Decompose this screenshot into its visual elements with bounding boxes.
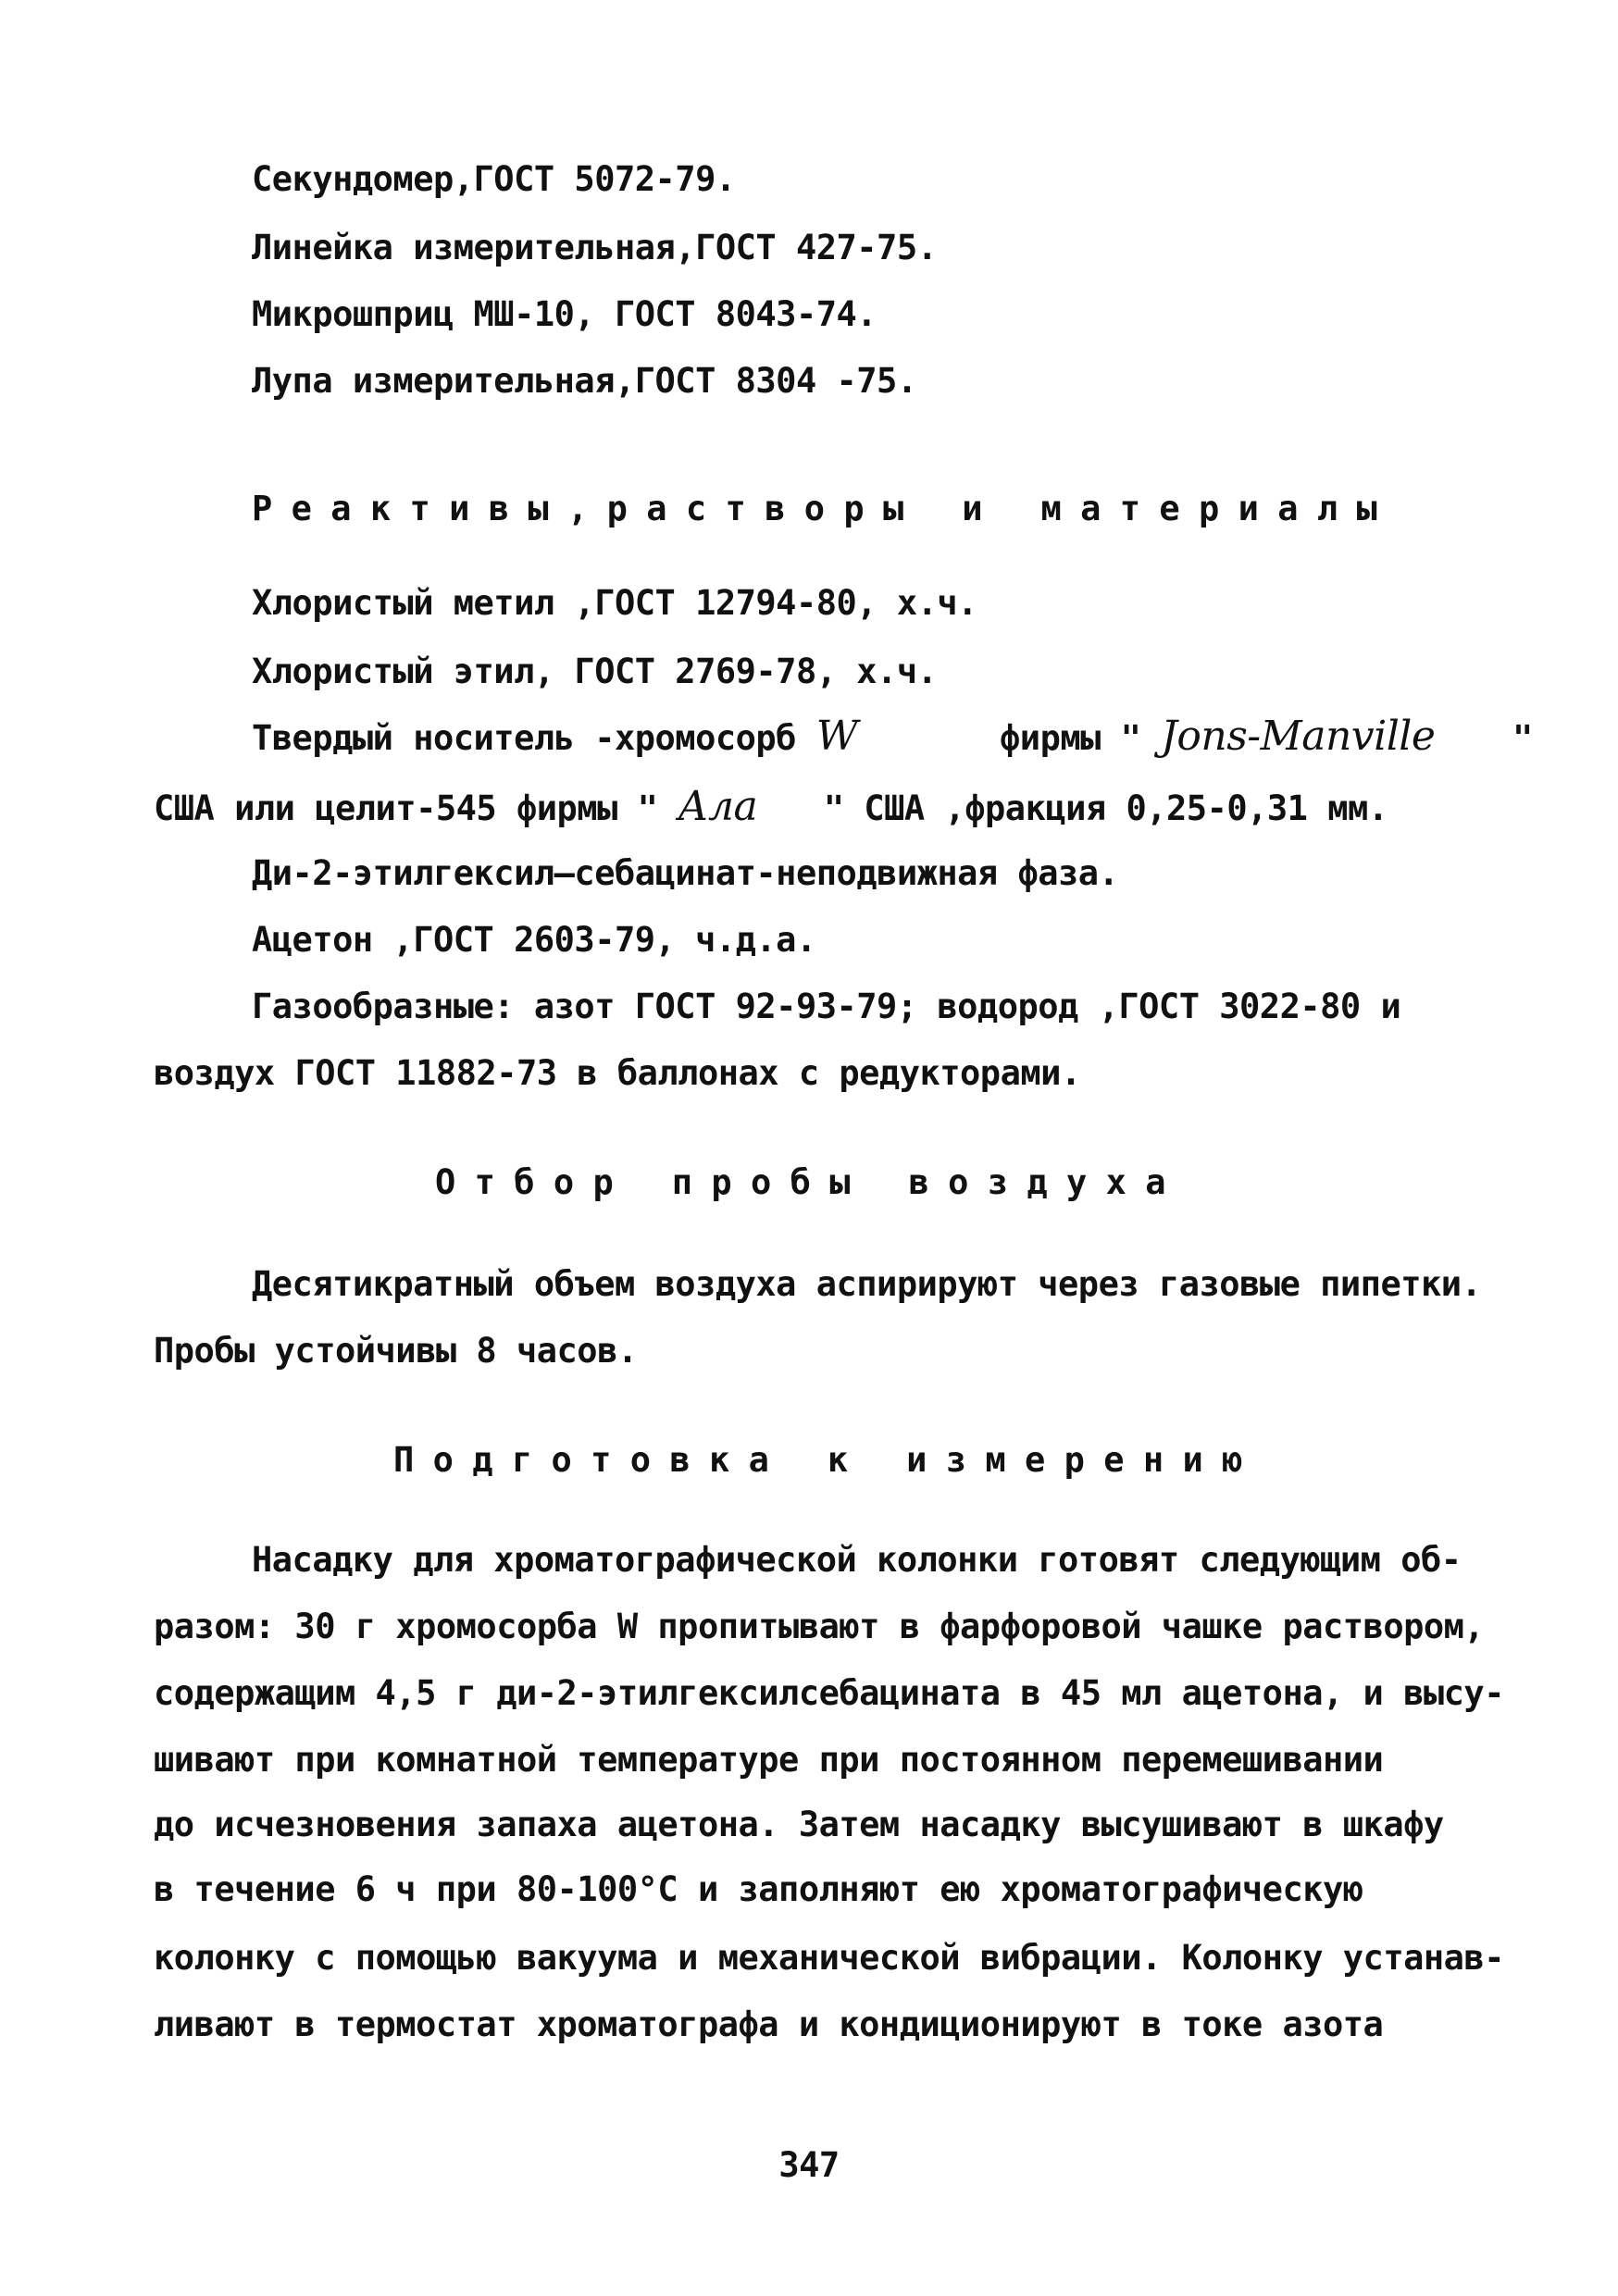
reagent-line: Газообразные: азот ГОСТ 92-93-79; водород ,ГОСТ 3022-80 и [252, 987, 1401, 1026]
sampling-line: Пробы устойчивы 8 часов. [154, 1331, 638, 1371]
carrier-b-end: " США ,фракция 0,25-0,31 мм. [823, 788, 1388, 828]
preparation-line: до исчезновения запаха ацетона. Затем насадку высушивают в шкафу [154, 1805, 1444, 1844]
reagent-line-carrier [252, 713, 1533, 762]
handwritten-firm: Jons-Manville [1161, 713, 1436, 760]
instrument-line: Микрошприц МШ-10, ГОСТ 8043-74. [252, 294, 877, 334]
preparation-line: в течение 6 ч при 80-100°С и заполняют ею хроматографическую [154, 1869, 1363, 1909]
sampling-line: Десятикратный объем воздуха аспирируют через газовые пипетки. [252, 1264, 1482, 1304]
carrier-quote-end: " [1512, 718, 1533, 758]
page-number: 347 [778, 2145, 840, 2185]
reagent-line: Ацетон ,ГОСТ 2603-79, ч.д.а. [252, 920, 816, 960]
preparation-line: Насадку для хроматографической колонки готовят следующим об- [252, 1540, 1462, 1580]
reagent-line-carrier-2 [154, 783, 1388, 832]
instrument-line: Лупа измерительная,ГОСТ 8304 -75. [252, 361, 917, 401]
section-heading-preparation: Подготовка к измерению [393, 1440, 1262, 1480]
reagent-line: воздух ГОСТ 11882-73 в баллонах с редукторами. [154, 1053, 1081, 1093]
preparation-line: ливают в термостат хроматографа и кондиционируют в токе азота [154, 2004, 1384, 2044]
instrument-line: Секундомер,ГОСТ 5072-79. [252, 159, 736, 199]
carrier-firm: фирмы " [1000, 718, 1141, 758]
section-heading-sampling: Отбор пробы воздуха [435, 1162, 1185, 1202]
carrier-text: Твердый носитель -хромосорб [252, 718, 796, 758]
section-heading-reagents: Реактивы,растворы и материалы [252, 489, 1397, 528]
carrier-b-start: США или целит-545 фирмы " [154, 788, 658, 828]
reagent-line: Хлористый этил, ГОСТ 2769-78, х.ч. [252, 652, 938, 691]
handwritten-w: W [815, 713, 858, 760]
preparation-line: содержащим 4,5 г ди-2-этилгексилсебацината в 45 мл ацетона, и высу- [154, 1673, 1504, 1713]
instrument-line: Линейка измерительная,ГОСТ 427-75. [252, 228, 938, 267]
preparation-line: разом: 30 г хромосорба W пропитывают в фарфоровой чашке раствором, [154, 1607, 1485, 1646]
preparation-line: шивают при комнатной температуре при постоянном перемешивании [154, 1740, 1384, 1780]
handwritten-firm-2: Ала [678, 783, 758, 830]
reagent-line: Хлористый метил ,ГОСТ 12794-80, х.ч. [252, 583, 977, 623]
reagent-line: Ди-2-этилгексил—себацинат-неподвижная фаза. [252, 853, 1119, 893]
preparation-line: колонку с помощью вакуума и механической вибрации. Колонку устанав- [154, 1938, 1504, 1978]
